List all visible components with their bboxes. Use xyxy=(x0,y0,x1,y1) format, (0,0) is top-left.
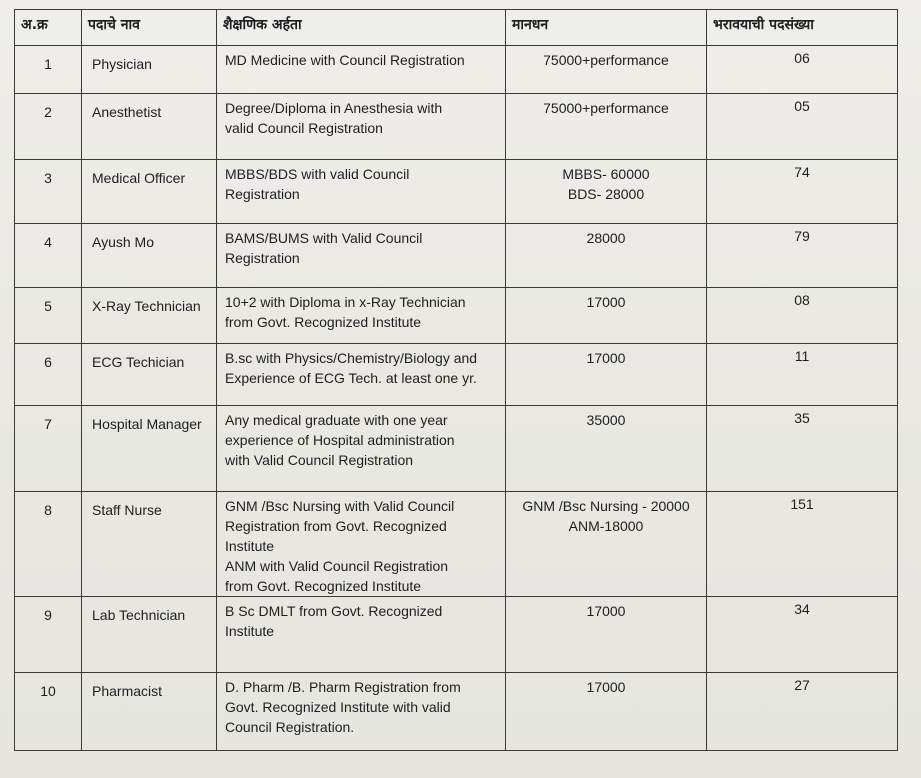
recruitment-table xyxy=(14,9,898,751)
cell-salary-line: MBBS- 60000 xyxy=(562,166,650,182)
cell-salary-line: 75000+performance xyxy=(543,100,669,116)
cell-post-name: Lab Technician xyxy=(82,597,217,673)
cell-post-name: Medical Officer xyxy=(82,160,217,224)
cell-salary xyxy=(506,406,707,492)
cell-post-count: 27 xyxy=(707,673,898,751)
cell-post-name: Hospital Manager xyxy=(82,406,217,492)
cell-qualification-line: Registration from Govt. Recognized xyxy=(225,518,447,534)
cell-post-count: 74 xyxy=(707,160,898,224)
cell-qualification xyxy=(217,288,506,344)
table-row xyxy=(15,46,898,94)
table-row xyxy=(15,673,898,751)
header-qualification: शैक्षणिक अर्हता xyxy=(217,10,506,46)
table-body xyxy=(15,46,898,751)
cell-salary-line: ANM-18000 xyxy=(568,518,644,534)
cell-serial-no: 5 xyxy=(15,288,82,344)
cell-qualification-line: Registration xyxy=(225,250,300,266)
cell-post-count: 06 xyxy=(707,46,898,94)
cell-post-name: Pharmacist xyxy=(82,673,217,751)
cell-qualification-line: BAMS/BUMS with Valid Council xyxy=(225,230,423,246)
cell-qualification-line: from Govt. Recognized Institute xyxy=(225,314,422,330)
cell-salary xyxy=(506,94,707,160)
header-serial-no: अ.क्र xyxy=(15,10,82,46)
cell-serial-no: 2 xyxy=(15,94,82,160)
cell-post-name: ECG Techician xyxy=(82,344,217,406)
cell-qualification xyxy=(217,673,506,751)
cell-salary xyxy=(506,673,707,751)
cell-qualification-line: Govt. Recognized Institute with valid xyxy=(225,699,451,715)
cell-qualification-line: Any medical graduate with one year xyxy=(225,412,448,428)
cell-qualification xyxy=(217,492,506,597)
cell-salary-line: 17000 xyxy=(586,679,626,695)
cell-qualification-line: valid Council Registration xyxy=(225,120,383,136)
cell-salary-line: 35000 xyxy=(586,412,626,428)
cell-qualification xyxy=(217,344,506,406)
cell-salary-line: 75000+performance xyxy=(543,52,669,68)
cell-qualification-line: MD Medicine with Council Registration xyxy=(225,52,465,68)
cell-post-count: 35 xyxy=(707,406,898,492)
cell-post-name: Ayush Mo xyxy=(82,224,217,288)
table-row xyxy=(15,492,898,597)
cell-qualification-line: 10+2 with Diploma in x-Ray Technician xyxy=(225,294,466,310)
cell-qualification-line: with Valid Council Registration xyxy=(225,452,414,468)
cell-qualification-line: GNM /Bsc Nursing with Valid Council xyxy=(225,498,455,514)
cell-qualification-line: Experience of ECG Tech. at least one yr. xyxy=(225,370,477,386)
cell-salary xyxy=(506,492,707,597)
cell-serial-no: 6 xyxy=(15,344,82,406)
cell-qualification-line: MBBS/BDS with valid Council xyxy=(225,166,410,182)
cell-qualification xyxy=(217,46,506,94)
cell-qualification-line: D. Pharm /B. Pharm Registration from xyxy=(225,679,461,695)
cell-qualification-line: Council Registration. xyxy=(225,719,355,735)
cell-qualification-line: ANM with Valid Council Registration xyxy=(225,558,449,574)
cell-qualification-line: Institute xyxy=(225,538,275,554)
cell-post-count: 79 xyxy=(707,224,898,288)
cell-salary-line: BDS- 28000 xyxy=(567,186,645,202)
cell-salary-line: 17000 xyxy=(586,603,626,619)
header-post-name: पदाचे नाव xyxy=(82,10,217,46)
cell-post-name: Physician xyxy=(82,46,217,94)
cell-serial-no: 4 xyxy=(15,224,82,288)
table-row xyxy=(15,224,898,288)
cell-post-count: 05 xyxy=(707,94,898,160)
cell-qualification xyxy=(217,224,506,288)
table-row xyxy=(15,344,898,406)
cell-post-name: Anesthetist xyxy=(82,94,217,160)
table-row xyxy=(15,406,898,492)
cell-post-name: X-Ray Technician xyxy=(82,288,217,344)
table-header-row xyxy=(15,10,898,46)
cell-qualification xyxy=(217,94,506,160)
cell-serial-no: 8 xyxy=(15,492,82,597)
cell-serial-no: 10 xyxy=(15,673,82,751)
cell-post-count: 34 xyxy=(707,597,898,673)
table-row xyxy=(15,597,898,673)
header-post-count: भरावयाची पदसंख्या xyxy=(707,10,898,46)
cell-qualification-line: experience of Hospital administration xyxy=(225,432,455,448)
table-row xyxy=(15,94,898,160)
cell-post-name: Staff Nurse xyxy=(82,492,217,597)
table-row xyxy=(15,160,898,224)
cell-post-count: 08 xyxy=(707,288,898,344)
cell-qualification-line: from Govt. Recognized Institute xyxy=(225,578,422,594)
cell-qualification-line: B.sc with Physics/Chemistry/Biology and xyxy=(225,350,478,366)
cell-post-count: 151 xyxy=(707,492,898,597)
cell-salary xyxy=(506,160,707,224)
cell-qualification-line: Registration xyxy=(225,186,300,202)
cell-salary-line: GNM /Bsc Nursing - 20000 xyxy=(522,498,690,514)
cell-post-count: 11 xyxy=(707,344,898,406)
cell-serial-no: 9 xyxy=(15,597,82,673)
cell-salary-line: 17000 xyxy=(586,294,626,310)
cell-salary xyxy=(506,224,707,288)
cell-salary-line: 17000 xyxy=(586,350,626,366)
cell-serial-no: 1 xyxy=(15,46,82,94)
cell-qualification xyxy=(217,597,506,673)
header-salary: मानधन xyxy=(506,10,707,46)
cell-salary xyxy=(506,46,707,94)
cell-serial-no: 3 xyxy=(15,160,82,224)
cell-qualification-line: Degree/Diploma in Anesthesia with xyxy=(225,100,443,116)
cell-salary xyxy=(506,288,707,344)
cell-salary-line: 28000 xyxy=(586,230,626,246)
cell-salary xyxy=(506,344,707,406)
cell-qualification-line: B Sc DMLT from Govt. Recognized xyxy=(225,603,443,619)
cell-qualification xyxy=(217,406,506,492)
cell-salary xyxy=(506,597,707,673)
cell-qualification xyxy=(217,160,506,224)
cell-serial-no: 7 xyxy=(15,406,82,492)
table-row xyxy=(15,288,898,344)
cell-qualification-line: Institute xyxy=(225,623,275,639)
